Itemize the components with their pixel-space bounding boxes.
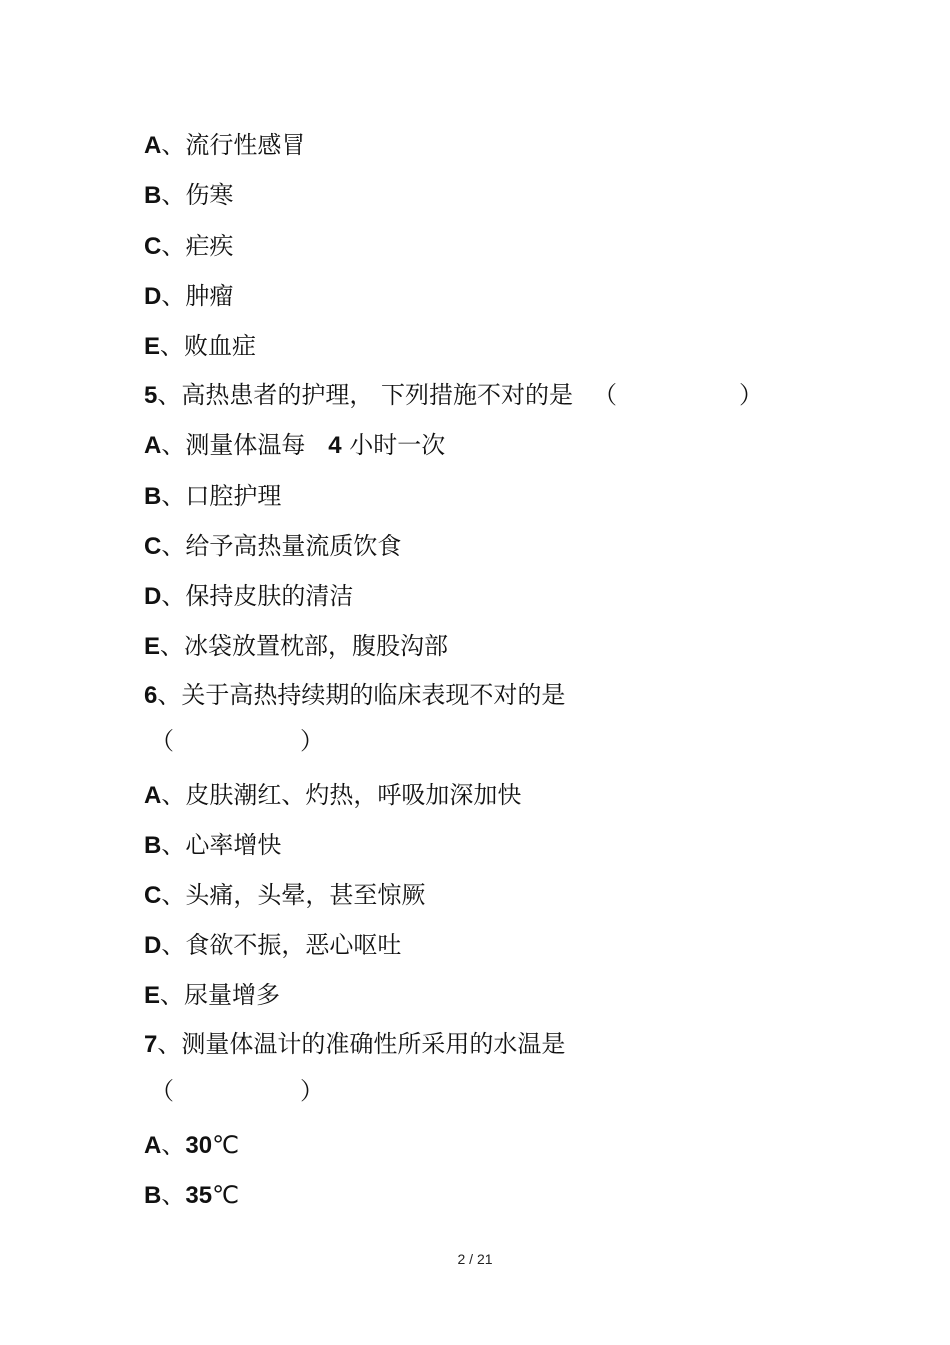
option-text: 、疟疾 — [161, 232, 234, 260]
option-q4-a — [144, 130, 305, 161]
question-stem: 、关于高热持续期的临床表现不对的是 — [157, 681, 566, 709]
option-q4-c — [144, 231, 233, 262]
option-q6-e — [144, 980, 280, 1011]
answer-paren-open: （ — [593, 381, 617, 409]
option-label: C — [144, 233, 162, 260]
option-q7-b — [144, 1180, 239, 1211]
option-label: E — [144, 633, 161, 660]
option-label: A — [144, 1132, 162, 1159]
question-6-answer-paren — [150, 726, 324, 756]
option-label: D — [144, 932, 162, 959]
answer-paren-open: （ — [150, 1077, 174, 1105]
option-text: 、头痛，头晕，甚至惊厥 — [161, 881, 426, 909]
option-q6-d — [144, 930, 401, 961]
question-number: 7 — [144, 1031, 158, 1058]
option-text: 、食欲不振，恶心呕吐 — [161, 931, 402, 959]
option-text: 、冰袋放置枕部，腹股沟部 — [160, 632, 449, 660]
option-text: 、给予高热量流质饮食 — [161, 532, 402, 560]
option-text-tail: 小时一次 — [341, 431, 446, 459]
option-text: 、流行性感冒 — [161, 131, 306, 159]
option-label: A — [144, 432, 162, 459]
option-label: E — [144, 982, 161, 1009]
option-q5-b — [144, 481, 281, 512]
page-indicator: 2 / 21 — [457, 1251, 493, 1267]
question-number: 5 — [144, 382, 158, 409]
option-q6-b — [144, 830, 281, 861]
option-q5-a — [144, 430, 445, 461]
option-label: B — [144, 832, 162, 859]
option-label: A — [144, 782, 162, 809]
option-q5-c — [144, 531, 401, 562]
option-separator: 、 — [161, 1181, 186, 1209]
answer-paren-close: ） — [300, 727, 324, 755]
question-6 — [144, 680, 565, 711]
question-stem: 、高热患者的护理， 下列措施不对的是 — [157, 381, 573, 409]
option-q5-e — [144, 631, 448, 662]
option-label: D — [144, 283, 162, 310]
question-7 — [144, 1029, 565, 1060]
option-q6-c — [144, 880, 425, 911]
option-label: B — [144, 182, 162, 209]
option-q7-a — [144, 1130, 239, 1161]
option-label: E — [144, 333, 161, 360]
question-stem: 、测量体温计的准确性所采用的水温是 — [157, 1030, 566, 1058]
answer-paren-close: ） — [739, 381, 763, 409]
option-label: B — [144, 483, 162, 510]
option-text: 、保持皮肤的清洁 — [161, 582, 354, 610]
option-value: 35 — [185, 1182, 213, 1209]
option-text: 、败血症 — [160, 332, 257, 360]
option-text: 、伤寒 — [161, 181, 234, 209]
option-q6-a — [144, 780, 521, 811]
answer-paren-close: ） — [300, 1077, 324, 1105]
option-unit: ℃ — [212, 1131, 239, 1159]
option-text: 、心率增快 — [161, 831, 282, 859]
option-number: 4 — [328, 432, 342, 459]
question-number: 6 — [144, 682, 158, 709]
option-label: C — [144, 882, 162, 909]
option-label: C — [144, 533, 162, 560]
option-q4-b — [144, 180, 233, 211]
question-5 — [144, 380, 763, 411]
option-value: 30 — [185, 1132, 213, 1159]
question-7-answer-paren — [150, 1076, 324, 1106]
option-text: 、皮肤潮红、灼热，呼吸加深加快 — [161, 781, 522, 809]
option-label: D — [144, 583, 162, 610]
option-label: A — [144, 132, 162, 159]
answer-paren-open: （ — [150, 727, 174, 755]
option-q4-e — [144, 331, 256, 362]
option-text: 、尿量增多 — [160, 981, 281, 1009]
option-separator: 、 — [161, 1131, 186, 1159]
option-text: 、测量体温每 — [161, 431, 329, 459]
option-q4-d — [144, 281, 233, 312]
option-q5-d — [144, 581, 353, 612]
option-text: 、肿瘤 — [161, 282, 234, 310]
option-label: B — [144, 1182, 162, 1209]
option-text: 、口腔护理 — [161, 482, 282, 510]
option-unit: ℃ — [212, 1181, 239, 1209]
